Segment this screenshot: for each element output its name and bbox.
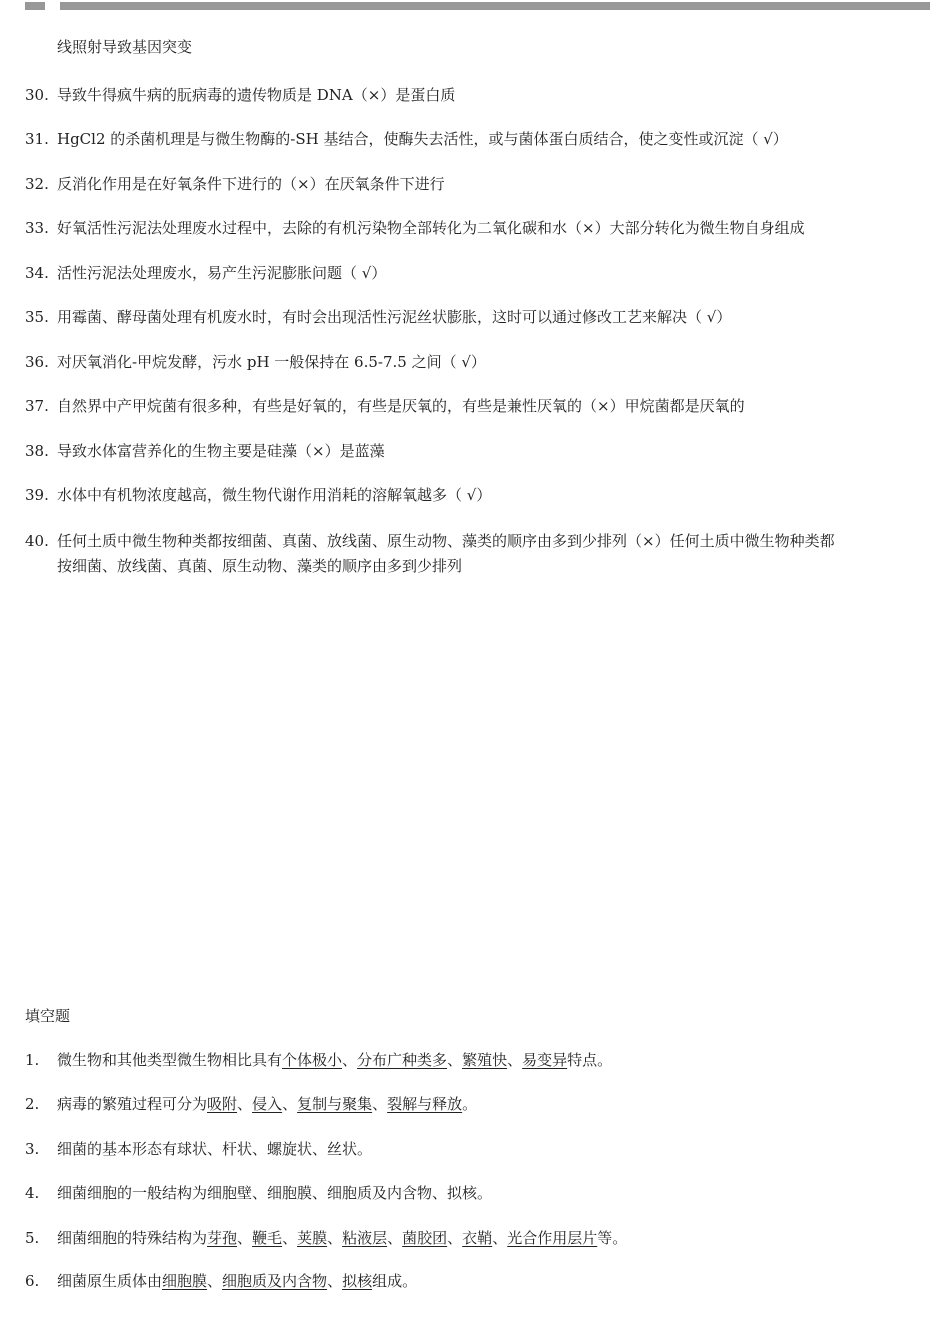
- question-text: 病毒的繁殖过程可分为: [57, 1095, 208, 1113]
- answer-blank: 复制与聚集: [297, 1095, 373, 1113]
- question-text: 细菌的基本形态有球状、杆状、螺旋状、丝状。: [57, 1140, 373, 1158]
- question-text: 、: [492, 1229, 508, 1247]
- question-text: 、: [447, 1229, 463, 1247]
- answer-blank: 拟核: [342, 1272, 373, 1290]
- item-number: 1.: [25, 1051, 40, 1069]
- question-text: 、: [237, 1095, 253, 1113]
- item-number: 6.: [25, 1272, 40, 1290]
- question-text: 、: [207, 1272, 223, 1290]
- item-number: 40.: [25, 532, 49, 550]
- answer-blank: 粘液层: [342, 1229, 388, 1247]
- question-text: 、: [282, 1095, 298, 1113]
- question-text: 、: [507, 1051, 523, 1069]
- answer-blank: 细胞质及内含物: [222, 1272, 328, 1290]
- item-number: 36.: [25, 353, 49, 371]
- item-number: 34.: [25, 264, 49, 282]
- answer-blank: 光合作用层片: [507, 1229, 598, 1247]
- item-text: 导致牛得疯牛病的朊病毒的遗传物质是 DNA（×）是蛋白质: [57, 86, 456, 104]
- question-text: 、: [237, 1229, 253, 1247]
- answer-blank: 裂解与释放: [387, 1095, 463, 1113]
- item-number: 5.: [25, 1229, 40, 1247]
- item-text: 水体中有机物浓度越高，微生物代谢作用消耗的溶解氧越多（ √）: [57, 486, 492, 504]
- item-number: 33.: [25, 219, 49, 237]
- item-text: 对厌氧消化-甲烷发酵，污水 pH 一般保持在 6.5-7.5 之间（ √）: [57, 353, 486, 371]
- answer-blank: 吸附: [207, 1095, 238, 1113]
- item-text: [57, 1182, 492, 1204]
- question-text: 特点。: [567, 1051, 613, 1069]
- item-number: 3.: [25, 1140, 40, 1158]
- answer-blank: 易变异: [522, 1051, 568, 1069]
- section-heading-fill-blank: 填空题: [25, 1007, 71, 1025]
- item-number: 4.: [25, 1184, 40, 1202]
- question-text: 组成。: [372, 1272, 418, 1290]
- item-text: 用霉菌、酵母菌处理有机废水时，有时会出现活性污泥丝状膨胀，这时可以通过修改工艺来解决（ √）: [57, 308, 732, 326]
- question-text: 细菌细胞的特殊结构为: [57, 1229, 208, 1247]
- question-text: 等。: [597, 1229, 628, 1247]
- answer-blank: 细胞膜: [162, 1272, 208, 1290]
- item-text: HgCl2 的杀菌机理是与微生物酶的-SH 基结合，使酶失去活性，或与菌体蛋白质结合，使之变性或沉淀（ √）: [57, 130, 788, 148]
- item-text: [57, 1227, 627, 1249]
- question-text: 、: [447, 1051, 463, 1069]
- answer-blank: 繁殖快: [462, 1051, 508, 1069]
- answer-blank: 衣鞘: [462, 1229, 493, 1247]
- answer-blank: 鞭毛: [252, 1229, 283, 1247]
- item-number: 37.: [25, 397, 49, 415]
- answer-blank: 菌胶团: [402, 1229, 448, 1247]
- question-text: 微生物和其他类型微生物相比具有: [57, 1051, 283, 1069]
- question-text: 、: [327, 1229, 343, 1247]
- item-text: [57, 1270, 417, 1292]
- item-number: 30.: [25, 86, 49, 104]
- item-text: 活性污泥法处理废水，易产生污泥膨胀问题（ √）: [57, 264, 387, 282]
- question-text: 、: [327, 1272, 343, 1290]
- continuation-text: 线照射导致基因突变: [57, 38, 193, 56]
- question-text: 、: [342, 1051, 358, 1069]
- answer-blank: 侵入: [252, 1095, 283, 1113]
- item-number: 35.: [25, 308, 49, 326]
- question-text: 。: [462, 1095, 478, 1113]
- item-text-continuation: 按细菌、放线菌、真菌、原生动物、藻类的顺序由多到少排列: [57, 557, 463, 575]
- item-text: 自然界中产甲烷菌有很多种，有些是好氧的，有些是厌氧的，有些是兼性厌氧的（×）甲烷菌都是厌氧的: [57, 397, 745, 415]
- item-text: 好氧活性污泥法处理废水过程中，去除的有机污染物全部转化为二氧化碳和水（×）大部分转化为微生物自身组成: [57, 219, 805, 237]
- answer-blank: 个体极小: [282, 1051, 343, 1069]
- item-number: 32.: [25, 175, 49, 193]
- item-text: 导致水体富营养化的生物主要是硅藻（×）是蓝藻: [57, 442, 385, 460]
- item-number: 39.: [25, 486, 49, 504]
- answer-blank: 荚膜: [297, 1229, 328, 1247]
- item-text: [57, 1049, 612, 1071]
- question-text: 细菌原生质体由: [57, 1272, 163, 1290]
- item-number: 2.: [25, 1095, 40, 1113]
- question-text: 、: [387, 1229, 403, 1247]
- question-text: 、: [372, 1095, 388, 1113]
- item-text: 反消化作用是在好氧条件下进行的（×）在厌氧条件下进行: [57, 175, 445, 193]
- item-text: 任何土质中微生物种类都按细菌、真菌、放线菌、原生动物、藻类的顺序由多到少排列（×）任何土质中微生物种类都: [57, 532, 835, 550]
- item-number: 38.: [25, 442, 49, 460]
- answer-blank: 分布广种类多: [357, 1051, 448, 1069]
- answer-blank: 芽孢: [207, 1229, 238, 1247]
- cut-off-text-fragment: [0, 0, 950, 16]
- question-text: 、: [282, 1229, 298, 1247]
- item-number: 31.: [25, 130, 49, 148]
- item-text: [57, 1093, 477, 1115]
- item-text: [57, 1138, 372, 1160]
- question-text: 细菌细胞的一般结构为细胞壁、细胞膜、细胞质及内含物、拟核。: [57, 1184, 493, 1202]
